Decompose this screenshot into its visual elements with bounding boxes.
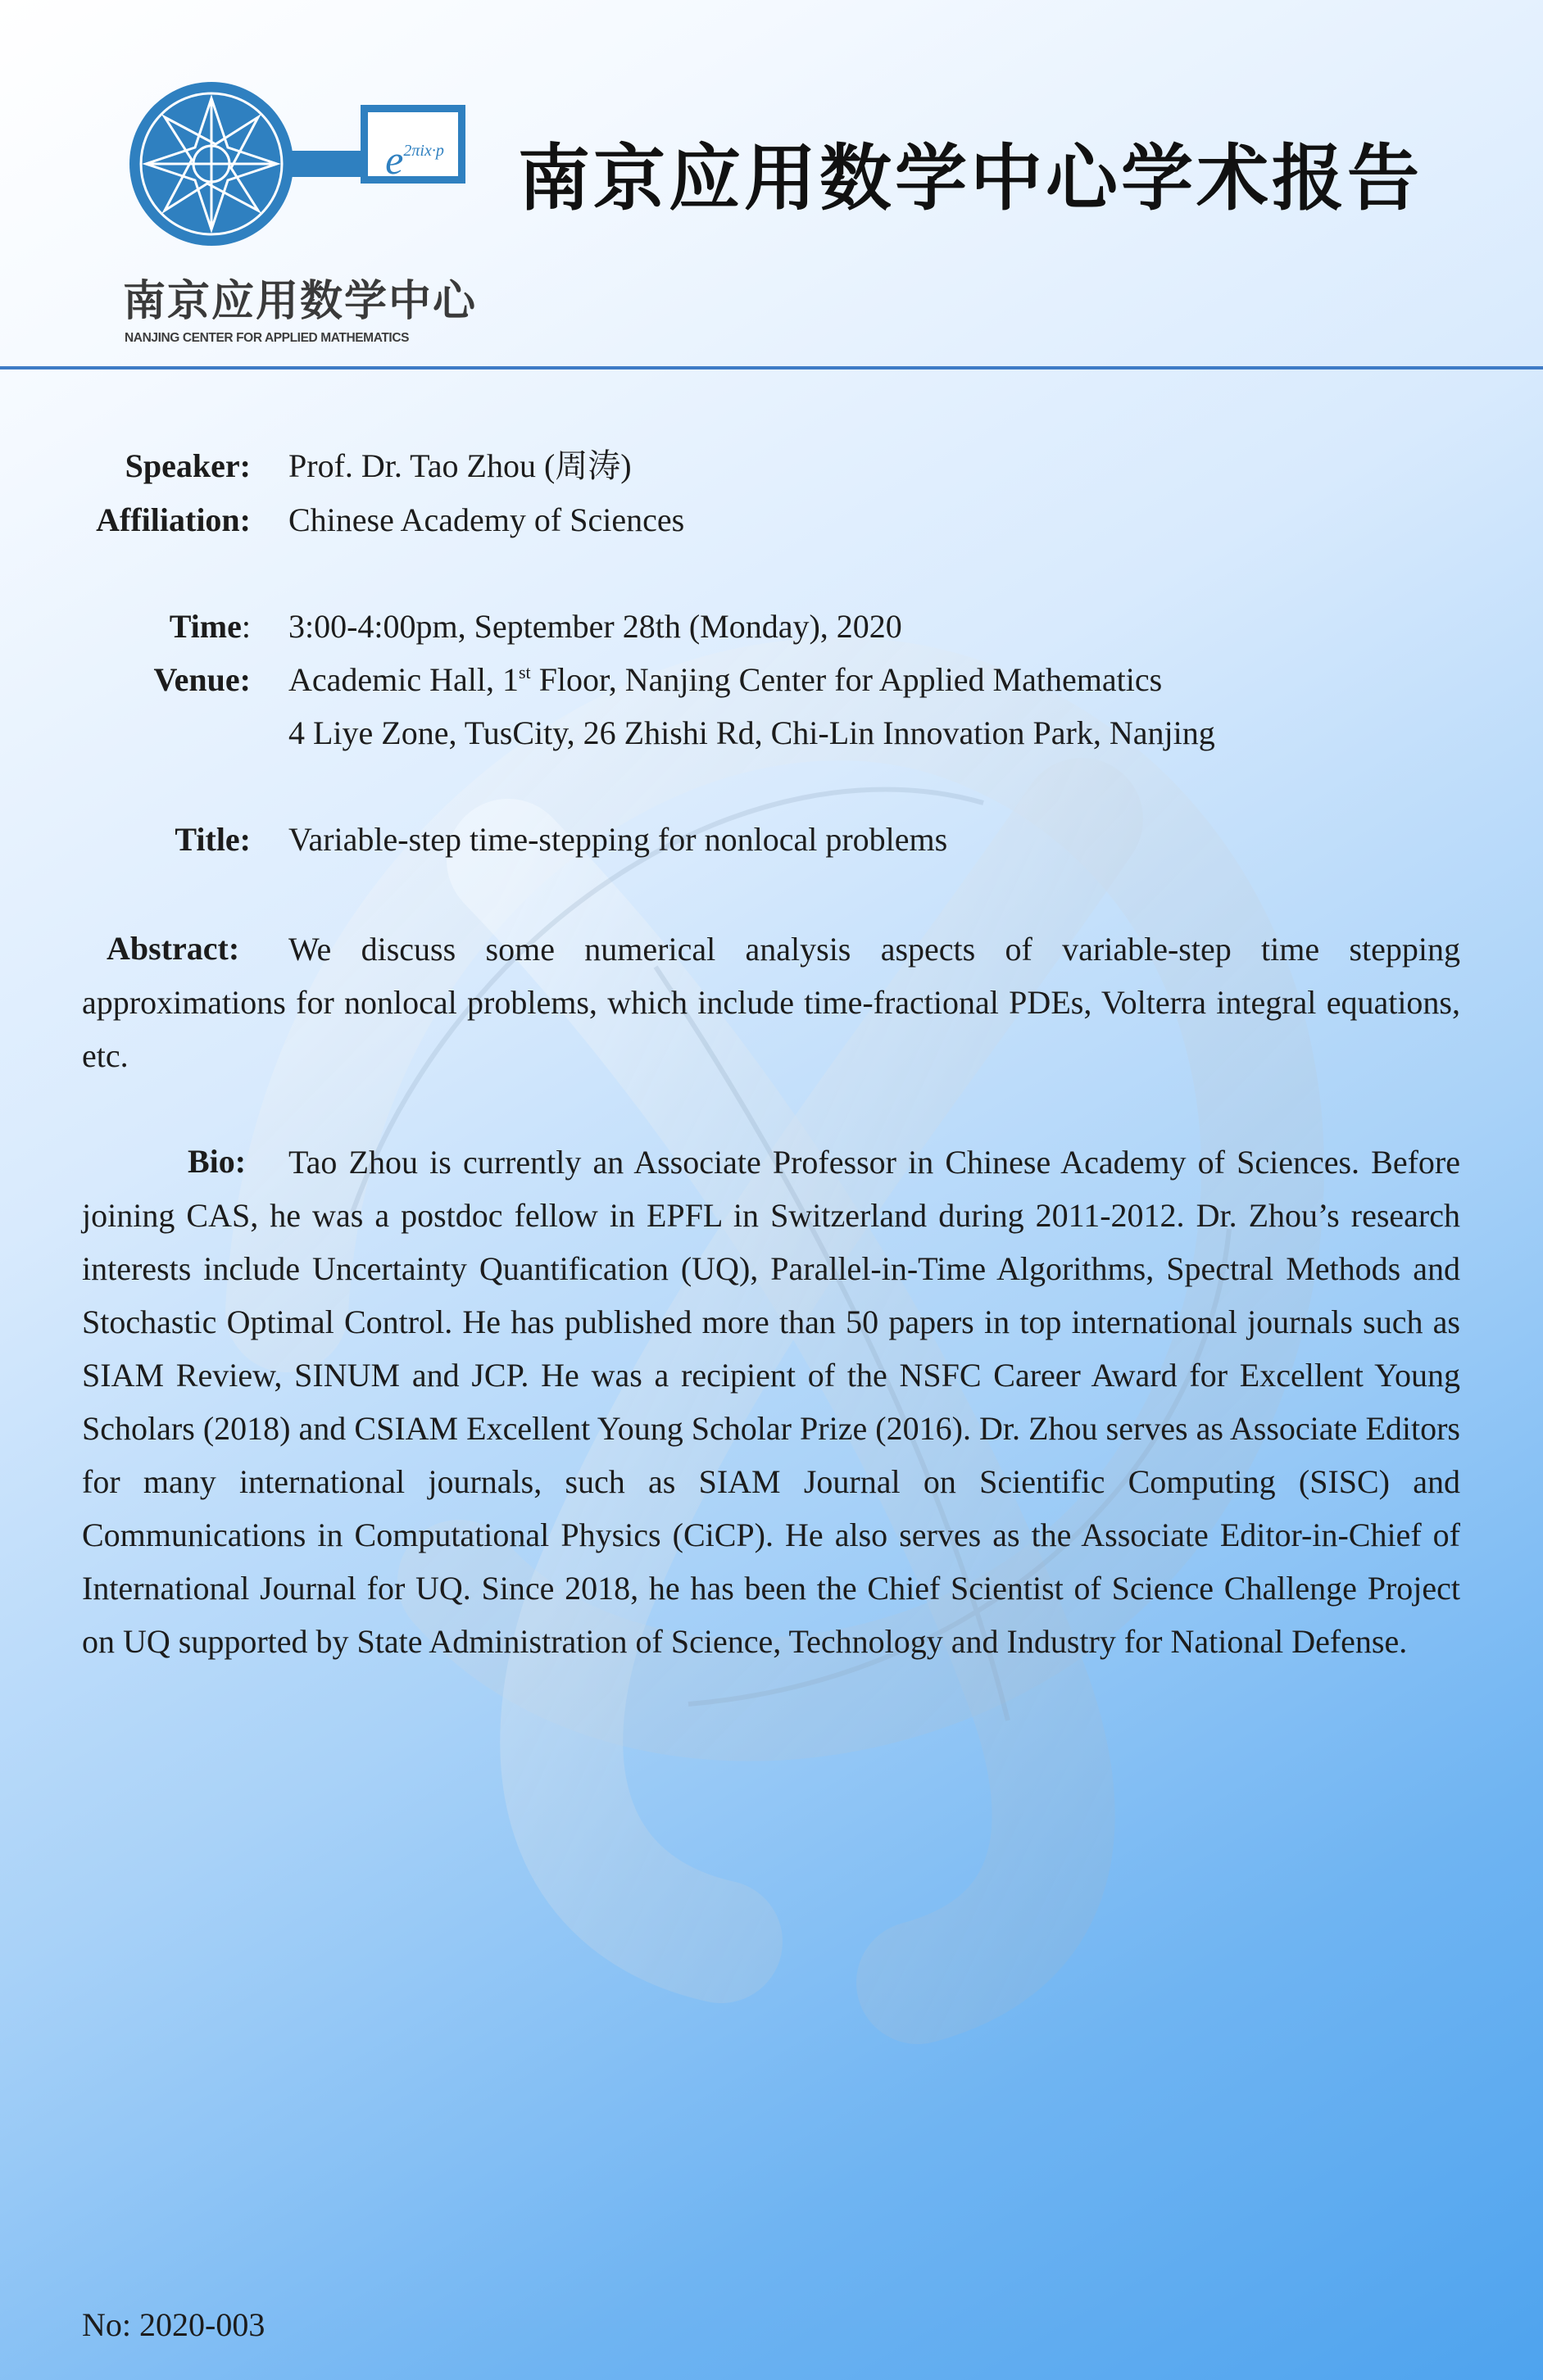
talk-title-label: Title: — [175, 821, 251, 858]
bio-label: Bio: — [188, 1143, 247, 1180]
header — [0, 0, 1543, 370]
speaker-row — [0, 442, 1543, 491]
time-value: 3:00-4:00pm, September 28th (Monday), 2020 — [288, 608, 902, 645]
venue-floor-superscript: st — [519, 662, 531, 682]
logo-chinese-name: 南京应用数学中心 — [123, 276, 478, 326]
bio-text: Tao Zhou is currently an Associate Professor in Chinese Academy of Sciences. Before joining CAS, he was a postdoc fellow in EPFL in Switzerland during 2011-2012. Dr. Zhou’s research interests include Uncertainty Quantification (UQ), Parallel-in-Time Algorithms, Spectral Methods and Stochastic Optimal Control. He has published more than 50 papers in top international journals such as SIAM Review, SINUM and JCP. He was a recipient of the NSFC Career Award for Excellent Young Scholars (2018) and CSIAM Excellent Young Scholar Prize (2016). Dr. Zhou serves as Associate Editors for many international journals, such as SIAM Journal on Scientific Computing (SISC) and Communications in Computational Physics (CiCP). He also serves as the Associate Editor-in-Chief of International Journal for UQ. Since 2018, he has been the Chief Scientist of Science Challenge Project on UQ supported by State Administration of Science, Technology and Industry for National Defense. — [82, 1144, 1460, 1660]
logo-english-name: NANJING CENTER FOR APPLIED MATHEMATICS — [125, 331, 410, 345]
logo-badge-formula: e2πix·p — [385, 137, 444, 183]
page-title: 南京应用数学中心学术报告 — [518, 136, 1423, 220]
venue-line-2: 4 Liye Zone, TusCity, 26 Zhishi Rd, Chi-Lin Innovation Park, Nanjing — [288, 714, 1215, 751]
affiliation-value: Chinese Academy of Sciences — [288, 501, 685, 538]
header-divider — [0, 366, 1543, 369]
abstract-label: Abstract: — [107, 930, 240, 967]
venue-row — [0, 655, 1543, 705]
affiliation-label: Affiliation: — [96, 501, 251, 538]
speaker-value: Prof. Dr. Tao Zhou (周涛) — [288, 447, 632, 484]
report-number: No: 2020-003 — [82, 2306, 265, 2343]
abstract-text: We discuss some numerical analysis aspects of variable-step time stepping approximations for nonlocal problems, which include time-fractional PDEs, Volterra integral equations, etc. — [82, 931, 1460, 1074]
venue-label: Venue: — [153, 661, 251, 698]
speaker-label: Speaker: — [125, 447, 251, 484]
time-label: Time: — [169, 608, 251, 645]
time-row — [0, 602, 1543, 651]
affiliation-row — [0, 496, 1543, 545]
venue-line-1: Academic Hall, 1st Floor, Nanjing Center for Applied Mathematics — [288, 661, 1163, 698]
title-row — [0, 815, 1543, 864]
venue-address-row — [0, 709, 1543, 758]
talk-title-value: Variable-step time-stepping for nonlocal problems — [288, 821, 948, 858]
